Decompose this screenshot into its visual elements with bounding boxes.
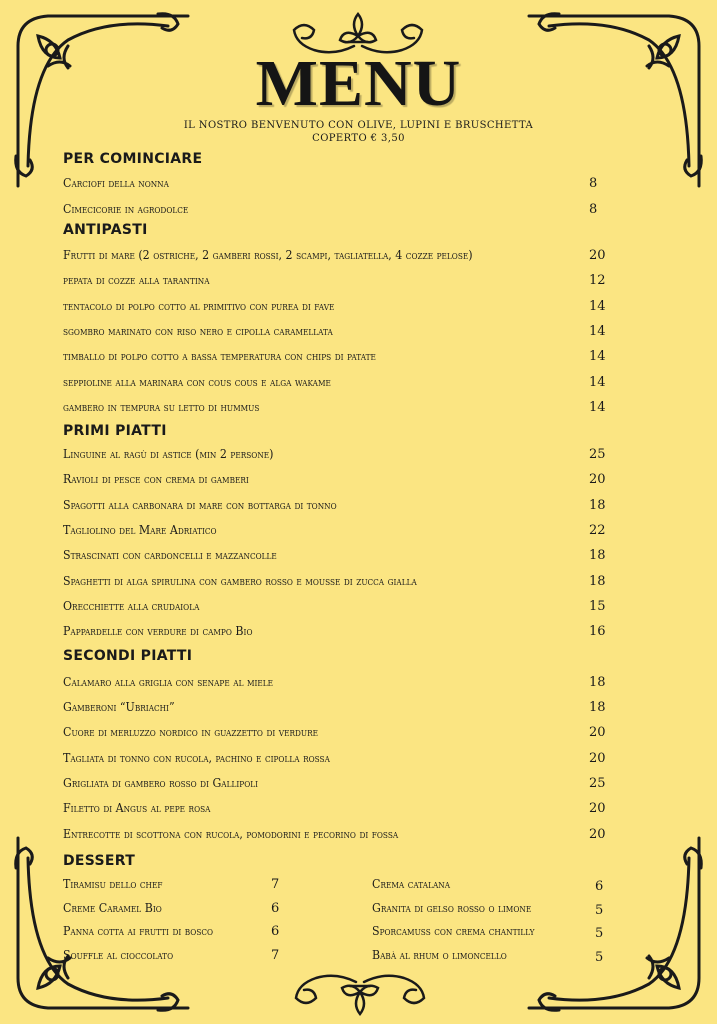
welcome-subtitle: IL NOSTRO BENVENUTO CON OLIVE, LUPINI E BRUSCHETTA [183, 120, 534, 131]
menu-item-price: 14 [589, 349, 606, 364]
dessert-item-name: Sporcamuss con crema chantilly [372, 924, 535, 938]
menu-item-price: 14 [589, 375, 606, 390]
menu-item-name: tentacolo di polpo cotto al primitivo con purea di fave [63, 299, 335, 313]
menu-item-name: Cuore di merluzzo nordico in guazzetto di verdure [63, 725, 319, 739]
section-title-secondi-piatti: SECONDI PIATTI [63, 648, 193, 664]
dessert-item-name: Panna cotta ai frutti di bosco [63, 924, 214, 938]
dessert-item-name: Tiramisu dello chef [63, 877, 163, 891]
menu-title: MENU [255, 47, 462, 120]
menu-item-name: Gamberoni “Ubriachi” [63, 700, 175, 714]
corner-ornament-bottom-right [519, 828, 709, 1018]
menu-item-name: Orecchiette alla crudaiola [63, 599, 200, 613]
dessert-item-price: 7 [271, 877, 280, 892]
menu-item-price: 15 [589, 599, 606, 614]
menu-item-price: 8 [589, 202, 598, 217]
dessert-item-price: 7 [271, 948, 280, 963]
dessert-item-price: 5 [595, 950, 604, 965]
dessert-item-name: Granita di gelso rosso o limone [372, 901, 532, 915]
section-title-primi-piatti: PRIMI PIATTI [63, 423, 167, 439]
menu-item-price: 18 [589, 700, 606, 715]
menu-item-name: Pappardelle con verdure di campo Bio [63, 624, 253, 638]
dessert-item-price: 6 [595, 879, 604, 894]
menu-item-price: 8 [589, 176, 598, 191]
menu-item-name: Tagliolino del Mare Adriatico [63, 523, 217, 537]
menu-item-price: 14 [589, 324, 606, 339]
menu-item-name: Carciofi della nonna [63, 176, 169, 190]
dessert-item-price: 6 [271, 901, 280, 916]
menu-item-price: 25 [589, 776, 606, 791]
menu-item-price: 12 [589, 273, 606, 288]
menu-item-price: 18 [589, 498, 606, 513]
menu-item-price: 18 [589, 574, 606, 589]
menu-item-price: 14 [589, 400, 606, 415]
menu-item-price: 20 [589, 827, 606, 842]
menu-item-name: timballo di polpo cotto a bassa temperatura con chips di patate [63, 349, 376, 363]
menu-item-name: Filetto di Angus al pepe rosa [63, 801, 211, 815]
menu-item-name: gambero in tempura su letto di hummus [63, 400, 260, 414]
menu-item-name: Calamaro alla griglia con senape al miele [63, 675, 274, 689]
menu-item-name: pepata di cozze alla tarantina [63, 273, 210, 287]
menu-item-price: 20 [589, 751, 606, 766]
menu-item-price: 20 [589, 248, 606, 263]
menu-item-name: Tagliata di tonno con rucola, pachino e cipolla rossa [63, 751, 330, 765]
menu-item-name: Linguine al ragù di astice (min 2 persone) [63, 447, 274, 461]
menu-item-name: Ravioli di pesce con crema di gamberi [63, 472, 249, 486]
dessert-item-name: Creme Caramel Bio [63, 901, 162, 915]
menu-item-name: Strascinati con cardoncelli e mazzancolle [63, 548, 277, 562]
menu-item-price: 16 [589, 624, 606, 639]
menu-item-price: 20 [589, 472, 606, 487]
dessert-item-price: 5 [595, 903, 604, 918]
fleur-de-lis-ornament-bottom [290, 966, 430, 1018]
cover-charge: COPERTO € 3,50 [312, 133, 405, 144]
menu-item-price: 20 [589, 801, 606, 816]
dessert-item-name: Crema catalana [372, 877, 451, 891]
section-title-antipasti: ANTIPASTI [63, 222, 148, 238]
menu-item-name: Frutti di mare (2 ostriche, 2 gamberi rossi, 2 scampi, tagliatella, 4 cozze pelose) [63, 248, 473, 262]
menu-item-price: 22 [589, 523, 606, 538]
dessert-item-name: Souffle al cioccolato [63, 948, 174, 962]
section-title-per-cominciare: PER COMINCIARE [63, 151, 203, 167]
dessert-item-name: Babà al rhum o limoncello [372, 948, 507, 962]
menu-item-price: 25 [589, 447, 606, 462]
menu-item-name: seppioline alla marinara con cous cous e alga wakame [63, 375, 331, 389]
dessert-item-price: 6 [271, 924, 280, 939]
section-title-dessert: DESSERT [63, 853, 136, 869]
dessert-item-price: 5 [595, 926, 604, 941]
menu-item-price: 18 [589, 548, 606, 563]
menu-item-name: sgombro marinato con riso nero e cipolla caramellata [63, 324, 333, 338]
menu-item-name: Spagotti alla carbonara di mare con bottarga di tonno [63, 498, 337, 512]
menu-item-name: Spaghetti di alga spirulina con gambero rosso e mousse di zucca gialla [63, 574, 417, 588]
menu-item-price: 14 [589, 299, 606, 314]
menu-item-price: 20 [589, 725, 606, 740]
menu-item-name: Grigliata di gambero rosso di Gallipoli [63, 776, 259, 790]
menu-item-name: Cimecicorie in agrodolce [63, 202, 189, 216]
menu-item-price: 18 [589, 675, 606, 690]
menu-item-name: Entrecotte di scottona con rucola, pomodorini e pecorino di fossa [63, 827, 399, 841]
